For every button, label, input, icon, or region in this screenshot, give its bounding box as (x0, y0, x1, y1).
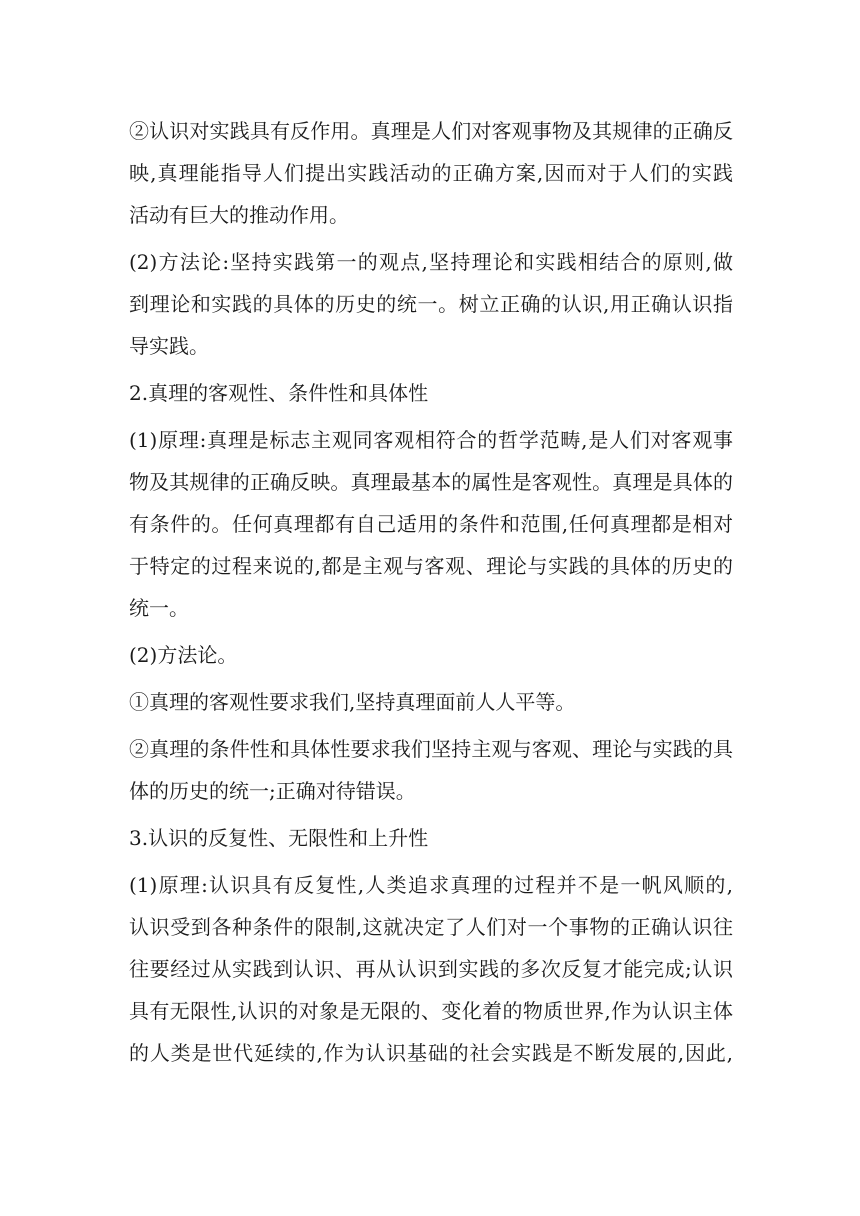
text-line: (2)方法论。 (129, 643, 238, 667)
text-line: (1)原理:认识具有反复性,人类追求真理的过程并不是一帆风顺的, (129, 873, 733, 897)
heading-text: 3.认识的反复性、无限性和上升性 (129, 826, 429, 850)
text-line: ①真理的客观性要求我们,坚持真理面前人人平等。 (129, 690, 576, 714)
paragraph (129, 419, 733, 629)
document-body (129, 110, 733, 1074)
section-heading (129, 372, 733, 414)
text-line: 活动有巨大的推动作用。 (129, 203, 349, 227)
text-line: 的人类是世代延续的,作为认识基础的社会实践是不断发展的,因此, (129, 1041, 733, 1065)
text-line: 物及其规律的正确反映。真理最基本的属性是客观性。真理是具体的 (129, 470, 733, 494)
section-heading (129, 817, 733, 859)
text-line: (1)原理:真理是标志主观同客观相符合的哲学范畴,是人们对客观事 (129, 428, 733, 452)
paragraph (129, 864, 733, 1074)
paragraph (129, 728, 733, 812)
text-line: 具有无限性,认识的对象是无限的、变化着的物质世界,作为认识主体 (129, 999, 733, 1023)
text-line: 映,真理能指导人们提出实践活动的正确方案,因而对于人们的实践 (129, 161, 733, 185)
paragraph (129, 241, 733, 367)
heading-text: 2.真理的客观性、条件性和具体性 (129, 381, 429, 405)
text-line: 到理论和实践的具体的历史的统一。树立正确的认识,用正确认识指 (129, 292, 733, 316)
text-line: (2)方法论:坚持实践第一的观点,坚持理论和实践相结合的原则,做 (129, 250, 733, 274)
text-line: 统一。 (129, 596, 189, 620)
paragraph (129, 110, 733, 236)
text-line: 于特定的过程来说的,都是主观与客观、理论与实践的具体的历史的 (129, 554, 733, 578)
text-line: 往要经过从实践到认识、再从认识到实践的多次反复才能完成;认识 (129, 957, 733, 981)
text-line: 有条件的。任何真理都有自己适用的条件和范围,任何真理都是相对 (129, 512, 733, 536)
text-line: ②认识对实践具有反作用。真理是人们对客观事物及其规律的正确反 (129, 119, 733, 143)
paragraph (129, 681, 733, 723)
text-line: ②真理的条件性和具体性要求我们坚持主观与客观、理论与实践的具 (129, 737, 733, 761)
text-line: 体的历史的统一;正确对待错误。 (129, 779, 416, 803)
paragraph (129, 634, 733, 676)
text-line: 导实践。 (129, 334, 209, 358)
text-line: 认识受到各种条件的限制,这就决定了人们对一个事物的正确认识往 (129, 915, 733, 939)
